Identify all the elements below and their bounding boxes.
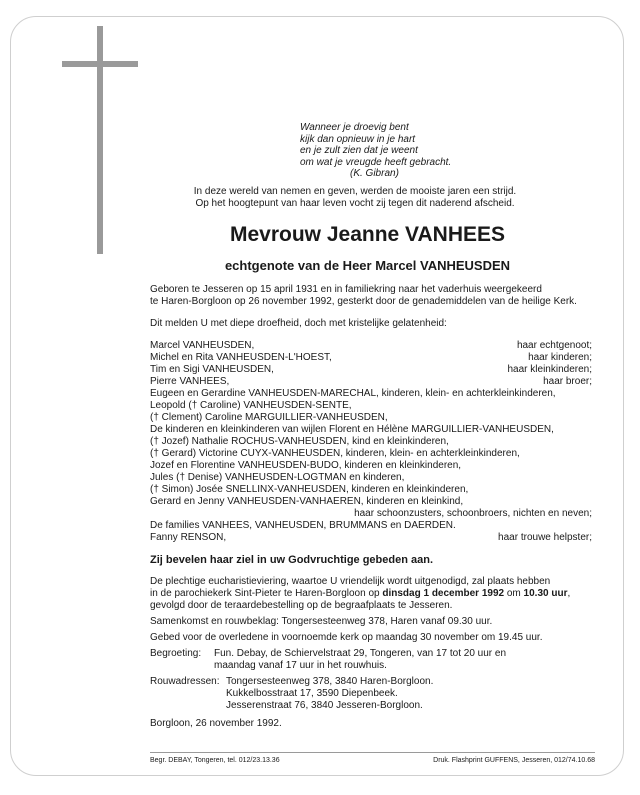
family-row [150, 376, 592, 388]
family-name: Tim en Sigi VANHEUSDEN, [150, 364, 274, 375]
address-line: Jesserenstraat 76, 3840 Jesseren-Borgloon. [226, 700, 423, 711]
greeting-line: maandag vanaf 17 uur in het rouwhuis. [214, 660, 387, 671]
address-line: Kukkelbosstraat 17, 3590 Diepenbeek. [226, 688, 398, 699]
family-relation: haar broer; [543, 376, 592, 387]
footer-divider [150, 752, 595, 753]
poem-author: (K. Gibran) [350, 168, 399, 179]
address-line [150, 676, 592, 688]
intro-line: In deze wereld van nemen en geven, werden de mooiste jaren een strijd. [193, 186, 517, 197]
poem-line: kijk dan opnieuw in je hart [300, 133, 416, 145]
poem-line: en je zult zien dat je weent [300, 145, 418, 156]
family-name: Michel en Rita VANHEUSDEN-L'HOEST, [150, 352, 332, 363]
friend-relation: haar trouwe helpster; [498, 532, 592, 543]
family-relation: haar kleinkinderen; [507, 364, 592, 375]
family-relation: haar echtgenoot; [516, 340, 592, 351]
family-row [150, 532, 592, 544]
ceremony-time: 10.30 uur [523, 588, 568, 599]
address-text: Tongersesteenweg 378, 3840 Haren-Borgloon. [226, 676, 434, 687]
footer-printer: Druk. Flashprint GUFFENS, Jesseren, 012/74.10.68 [433, 757, 595, 764]
birth-line: Geboren te Jesseren op 15 april 1931 en in familiekring naar het vaderhuis weergekeerd [150, 284, 542, 295]
in-laws-line: haar schoonzusters, schoonbroers, nichten en neven; [354, 508, 592, 519]
footer-undertaker: Begr. DEBAY, Tongeren, tel. 012/23.13.36 [150, 757, 280, 764]
gathering-line: Samenkomst en rouwbeklag: Tongersesteenweg 378, Haren vanaf 09.30 uur. [150, 616, 493, 627]
family-line: Eugeen en Gerardine VANHEUSDEN-MARECHAL, kinderen, klein- en achterkleinkinderen, [150, 388, 556, 399]
family-name: Pierre VANHEES, [150, 376, 230, 387]
family-line: († Simon) Josée SNELLINX-VANHEUSDEN, kinderen en kleinkinderen, [150, 484, 469, 495]
family-line: († Clement) Caroline MARGUILLIER-VANHEUSDEN, [150, 412, 388, 423]
addresses-label: Rouwadressen: [150, 676, 220, 687]
announcement: Dit melden U met diepe droefheid, doch met kristelijke gelatenheid: [150, 318, 447, 329]
intro-line: Op het hoogtepunt van haar leven vocht zij tegen dit naderend afscheid. [195, 198, 515, 209]
footer [150, 756, 595, 765]
greeting-label: Begroeting: [150, 648, 202, 659]
place-date: Borgloon, 26 november 1992. [150, 718, 282, 729]
family-line: († Jozef) Nathalie ROCHUS-VANHEUSDEN, kind en kleinkinderen, [150, 436, 449, 447]
spouse-line: echtgenote van de Heer Marcel VANHEUSDEN [224, 258, 511, 273]
intro-text [150, 186, 560, 210]
families-line: De families VANHEES, VANHEUSDEN, BRUMMANS en DAERDEN. [150, 520, 456, 531]
poem-line: Wanneer je droevig bent [300, 122, 409, 133]
poem [300, 122, 520, 180]
prayer-line: Zij bevelen haar ziel in uw Godvruchtige gebeden aan. [150, 554, 434, 566]
family-row [150, 340, 592, 352]
family-line: Jules († Denise) VANHEUSDEN-LOGTMAN en kinderen, [150, 472, 405, 483]
deceased-name: Mevrouw Jeanne VANHEES [229, 223, 506, 246]
family-row [150, 352, 592, 364]
notice-body [150, 284, 592, 730]
ceremony-text: om [504, 588, 524, 599]
greeting-line [150, 648, 592, 660]
family-name: Marcel VANHEUSDEN, [150, 340, 255, 351]
ceremony-date: dinsdag 1 december 1992 [382, 588, 505, 599]
cross-icon-bar [62, 61, 138, 67]
family-line: († Gerard) Victorine CUYX-VANHEUSDEN, kinderen, klein- en achterkleinkinderen, [150, 448, 520, 459]
family-relation: haar kinderen; [528, 352, 592, 363]
family-line: Jozef en Florentine VANHEUSDEN-BUDO, kinderen en kleinkinderen, [150, 460, 462, 471]
ceremony-text: in de parochiekerk Sint-Pieter te Haren-Borgloon op [150, 588, 383, 599]
family-row [150, 364, 592, 376]
ceremony-line: gevolgd door de teraardebestelling op de begraafplaats te Jesseren. [150, 600, 453, 611]
ceremony-line [150, 588, 592, 600]
greeting-text: Fun. Debay, de Schiervelstraat 29, Tongeren, van 17 tot 20 uur en [214, 648, 507, 659]
vigil-line: Gebed voor de overledene in voornoemde kerk op maandag 30 november om 19.45 uur. [150, 632, 543, 643]
family-line: De kinderen en kleinkinderen van wijlen Florent en Hélène MARGUILLIER-VANHEUSDEN, [150, 424, 554, 435]
family-line: Gerard en Jenny VANHEUSDEN-VANHAEREN, kinderen en kleinkind, [150, 496, 464, 507]
poem-line: om wat je vreugde heeft gebracht. [300, 156, 452, 168]
ceremony-text: , [567, 588, 571, 599]
birth-line: te Haren-Borgloon op 26 november 1992, gesterkt door de genademiddelen van de heilige Kerk. [150, 296, 577, 307]
friend-name: Fanny RENSON, [150, 532, 227, 543]
ceremony-line: De plechtige eucharistieviering, waartoe U vriendelijk wordt uitgenodigd, zal plaats hebben [150, 576, 551, 587]
family-line: Leopold († Caroline) VANHEUSDEN-SENTE, [150, 400, 352, 411]
